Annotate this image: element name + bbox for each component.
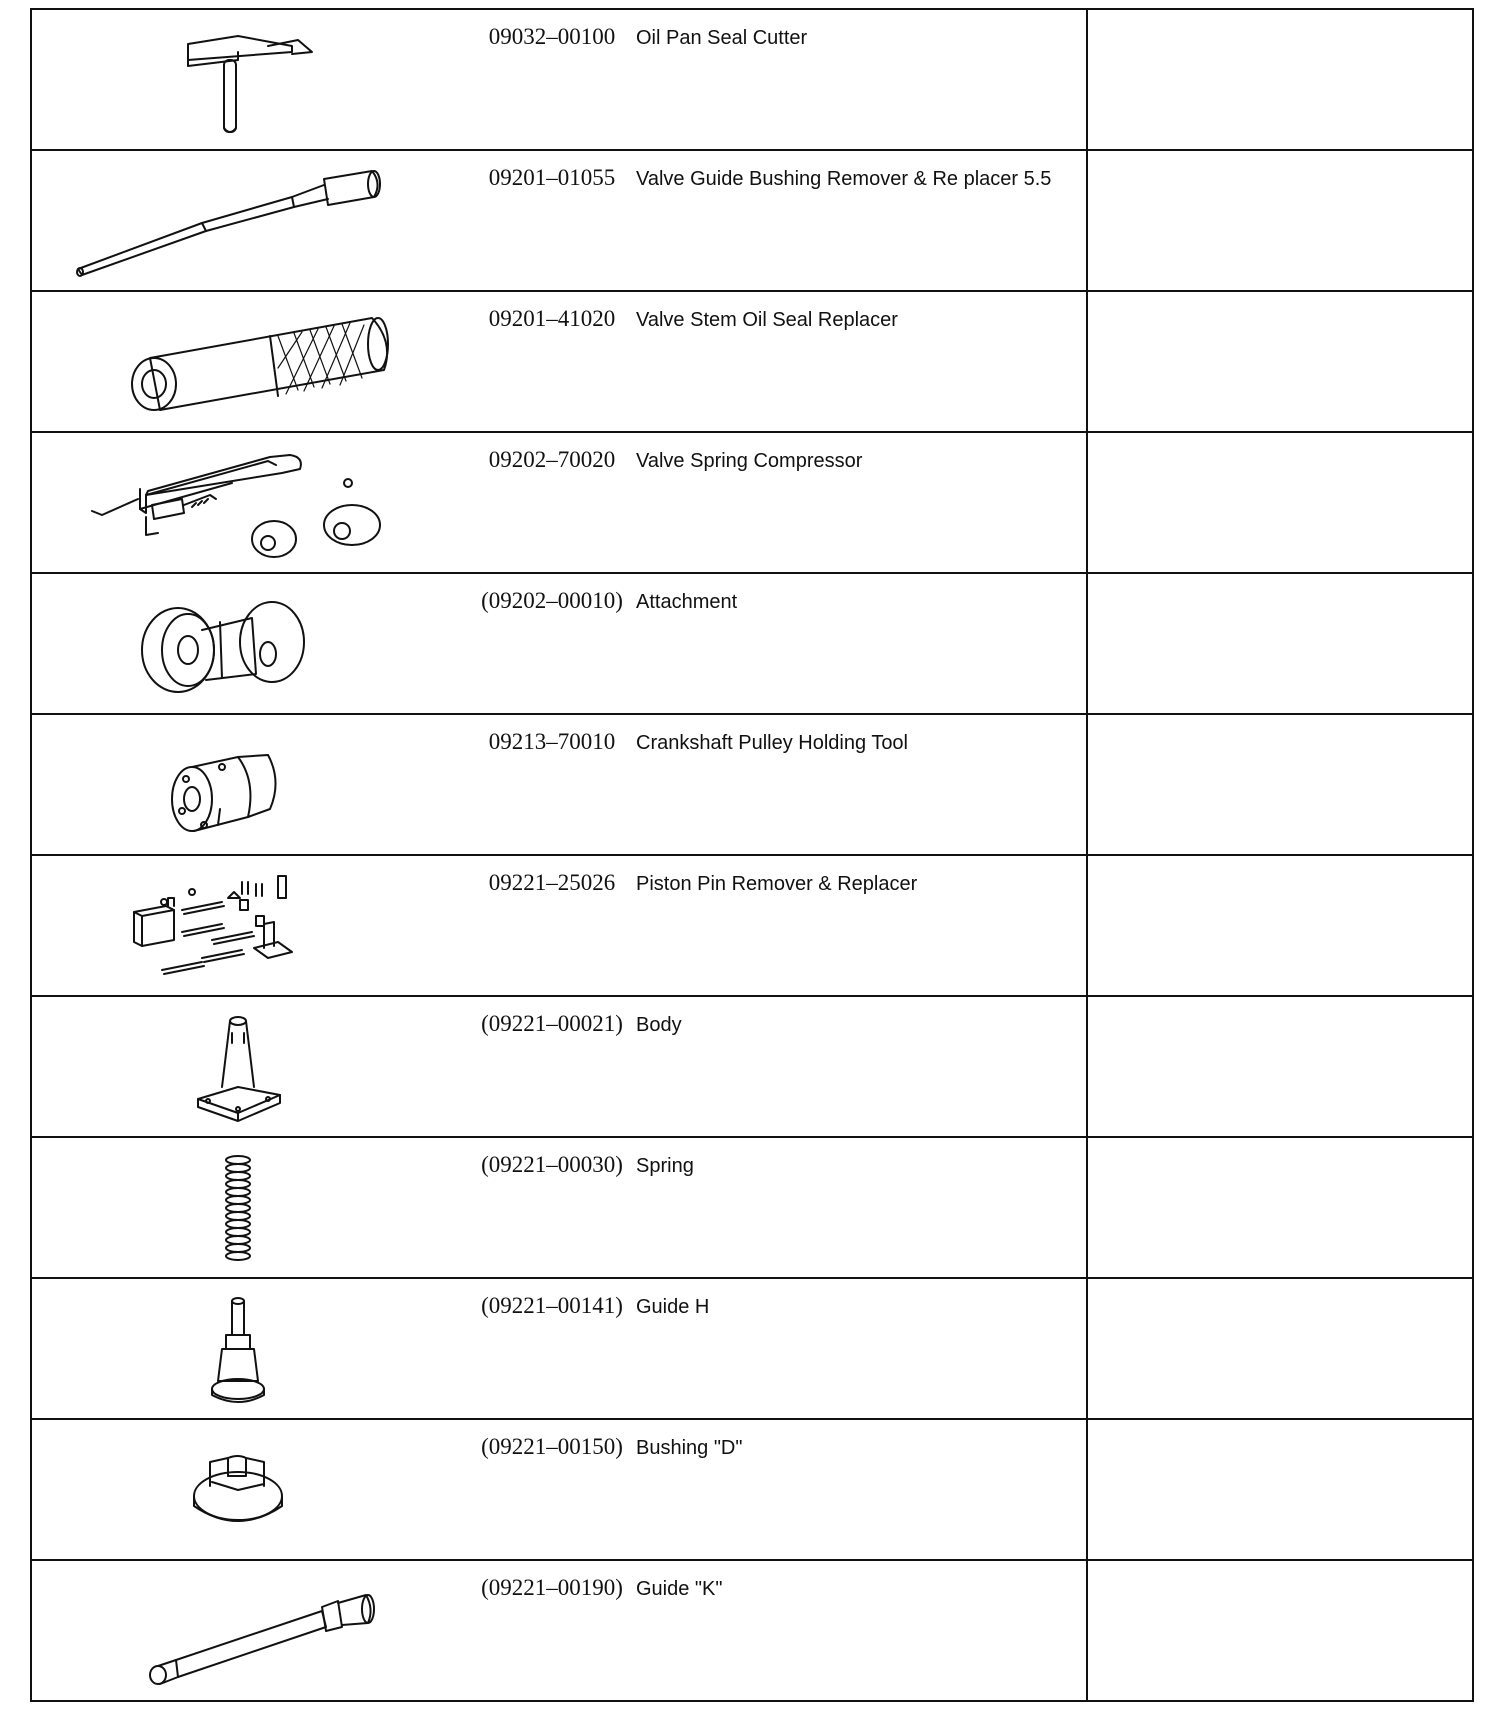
remarks-cell <box>1087 573 1473 714</box>
guide-k-icon <box>42 1567 422 1695</box>
tool-name: Valve Spring Compressor <box>636 450 863 472</box>
spring-icon <box>42 1144 422 1272</box>
table-row <box>31 150 1473 291</box>
valve-spring-compressor-icon <box>42 439 422 567</box>
bushing-d-icon <box>42 1426 422 1554</box>
tool-name: Body <box>636 1014 682 1036</box>
part-number: 09221–25026 <box>488 870 616 895</box>
remarks-cell <box>1087 1560 1473 1701</box>
tool-name: Valve Stem Oil Seal Replacer <box>636 309 898 331</box>
body-icon <box>42 1003 422 1131</box>
part-number: 09201–41020 <box>488 306 616 331</box>
tool-name: Bushing "D" <box>636 1437 743 1459</box>
tool-name: Guide H <box>636 1296 710 1318</box>
table-row <box>31 996 1473 1137</box>
remarks-cell <box>1087 291 1473 432</box>
tool-name: Spring <box>636 1155 694 1177</box>
part-number: (09221–00141) <box>481 1293 623 1318</box>
valve-guide-bushing-remover-icon <box>42 157 422 285</box>
oil-pan-seal-cutter-icon <box>42 16 422 144</box>
remarks-cell <box>1087 150 1473 291</box>
remarks-cell <box>1087 1278 1473 1419</box>
part-number: 09202–70020 <box>488 447 616 472</box>
crankshaft-pulley-holding-tool-icon <box>42 721 422 849</box>
table-row <box>31 1278 1473 1419</box>
tool-name: Guide "K" <box>636 1578 723 1600</box>
table-row <box>31 573 1473 714</box>
tool-name: Piston Pin Remover & Replacer <box>636 873 918 895</box>
remarks-cell <box>1087 1419 1473 1560</box>
piston-pin-remover-replacer-icon <box>42 862 422 990</box>
part-number: (09221–00150) <box>481 1434 623 1459</box>
tool-name: Crankshaft Pulley Holding Tool <box>636 732 909 754</box>
part-number: (09221–00190) <box>481 1575 623 1600</box>
remarks-cell <box>1087 996 1473 1137</box>
special-tools-table <box>30 8 1474 1702</box>
part-number: (09221–00030) <box>481 1152 623 1177</box>
table-row <box>31 432 1473 573</box>
guide-h-icon <box>42 1285 422 1413</box>
table-row <box>31 1137 1473 1278</box>
table-row <box>31 9 1473 150</box>
table-row <box>31 714 1473 855</box>
remarks-cell <box>1087 432 1473 573</box>
remarks-cell <box>1087 855 1473 996</box>
remarks-cell <box>1087 9 1473 150</box>
part-number: (09221–00021) <box>481 1011 623 1036</box>
attachment-icon <box>42 580 422 708</box>
part-number: 09201–01055 <box>488 165 616 190</box>
valve-stem-oil-seal-replacer-icon <box>42 298 422 426</box>
tool-name: Oil Pan Seal Cutter <box>636 27 808 49</box>
table-row <box>31 291 1473 432</box>
part-number: 09032–00100 <box>488 24 616 49</box>
part-number: 09213–70010 <box>488 729 616 754</box>
table-row <box>31 855 1473 996</box>
remarks-cell <box>1087 714 1473 855</box>
remarks-cell <box>1087 1137 1473 1278</box>
tool-name: Attachment <box>636 591 738 613</box>
tool-name: Valve Guide Bushing Remover & Re placer 5.5 <box>636 168 1052 190</box>
table-row <box>31 1419 1473 1560</box>
part-number: (09202–00010) <box>481 588 623 613</box>
table-row <box>31 1560 1473 1701</box>
